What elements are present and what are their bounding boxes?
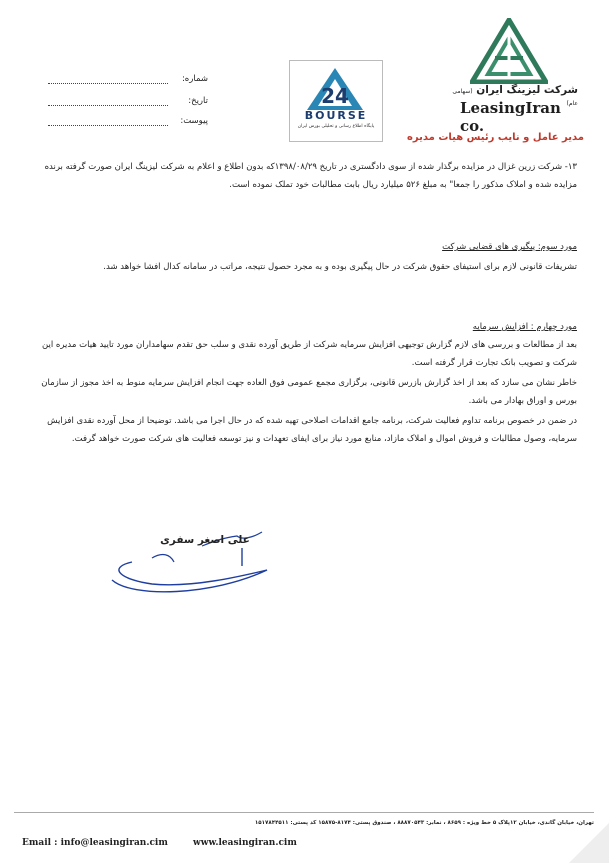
- section3-heading: [32, 238, 577, 256]
- field-date-line: [48, 105, 168, 106]
- field-number-line: [48, 83, 168, 84]
- footer-website[interactable]: www.leasingiran.cim: [193, 838, 297, 848]
- field-attachment-label: پیوست:: [180, 116, 208, 126]
- bourse-logo-subtext: پایگاه اطلاع رسانی و تحلیلی بورس ایران: [297, 124, 375, 129]
- section3-title: مورد سوم: پیگیری های قضایی شرکت: [442, 242, 577, 252]
- field-date: [48, 96, 208, 110]
- section3-text: تشریفات قانونی لازم برای استیفای حقوق شرکت در حال پیگیری بوده و به مجرد حصول نتیجه، مراتب در سامانه کدال افشا خواهد شد.: [103, 262, 577, 272]
- bourse-logo-word: BOURSE: [304, 109, 368, 122]
- footer-email[interactable]: Email : info@leasingiran.cim: [22, 838, 168, 848]
- company-name-fa-text: شرکت لیزینگ ایران: [476, 84, 578, 96]
- footer-contact: [22, 838, 422, 848]
- svg-text:24: 24: [321, 84, 349, 108]
- field-attachment: [48, 116, 208, 130]
- company-type-fa: (سهامی عام): [452, 88, 578, 107]
- leasingiran-logo: [470, 18, 548, 84]
- signatory-name: علی اصغر سفری: [160, 534, 250, 546]
- paragraph-13: ۱۳- شرکت زرین غزال در مزایده برگذار شده از سوی دادگستری در تاریخ ۱۳۹۸/۰۸/۲۹که بدون اطلاع و اعلام به شرکت لیزینگ ایران صورت گرفته برنده مزایده شده و املاک مذکور را جمعا" به مبلغ ۵۲۶ میلیارد ریال بابت مطالبات خود تملک نموده است.: [44, 162, 577, 190]
- manager-title: مدیر عامل و نایب رئیس هیات مدیره: [407, 132, 584, 143]
- section4-text-c: در ضمن در خصوص برنامه تداوم فعالیت شرکت، برنامه جامع اقدامات اصلاحی تهیه شده که در حال اجرا می باشد. توضیحا از محل آورده نقدی افزایش سرمایه، وصول مطالبات و فروش اموال و املاک مازاد، منابع مورد نیاز برای ایفای تعهدات و نیز توسعه فعالیت های شرکت صورت خواهد گرفت.: [47, 416, 577, 444]
- bourse-triangle-icon: [306, 67, 364, 111]
- section4-text-b: خاطر نشان می سازد که بعد از اخذ گزارش بازرس قانونی، برگزاری مجمع عمومی فوق العاده جهت انجام افزایش سرمایه منوط به اخذ مجوز از سازمان بورس و اوراق بهادار می باشد.: [41, 378, 577, 406]
- footer-divider: [14, 812, 594, 813]
- field-attachment-line: [48, 125, 168, 126]
- section4-text-a: بعد از مطالعات و بررسی های لازم گزارش توجیهی افزایش سرمایه شرکت از طریق آورده نقدی و سلب حق تقدم سهامداران مورد تایید هیات مدیره این شرکت و تصویب بانک تجارت قرار گرفته است.: [41, 340, 577, 368]
- footer-address: تهران، خیابان گاندی، خیابان ۱۲پلاک ۵ خط ویژه : ۸۶۵۹ ، نمابر: ۸۸۸۷۰۵۴۳ ، صندوق پستی: ۸۱۷۴-۱۵۸۷۵ کد پستی: ۱۵۱۷۸۴۴۵۱۱: [254, 820, 594, 826]
- bourse-logo: [289, 60, 383, 142]
- section4-heading: [32, 318, 577, 336]
- field-date-label: تاریخ:: [188, 96, 208, 106]
- company-name-en: LeasingIran co.: [460, 99, 561, 135]
- field-number: [48, 74, 208, 88]
- handwritten-signature: [92, 518, 282, 602]
- page-corner: [569, 823, 609, 863]
- section4-title: مورد چهارم : افزایش سرمایه: [472, 322, 577, 332]
- field-number-label: شماره:: [181, 74, 208, 84]
